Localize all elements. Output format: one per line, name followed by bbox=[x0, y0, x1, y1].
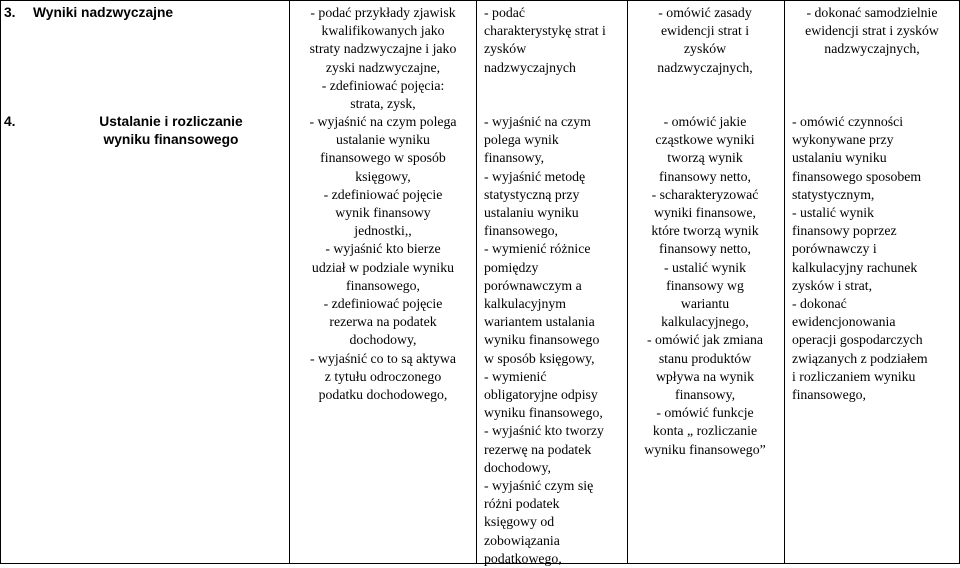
column-topic bbox=[0, 0, 289, 564]
extended-knowledge-text: - wyjaśnić na czym polega wynik finansowy, - wyjaśnić metodę statystyczną przy ustalaniu wyniku finansowego, - wymienić różnice pomiędzy porównawczym a kalkulacyjnym wariantem ustalania wyniku finansowego w sposób księgowy, - wymienić obligatoryjne odpisy wyniku finansowego, - wyjaśnić kto tworzy rezerwę na podatek dochodowy, - wyjaśnić czym się różni podatek księgowy od zobowiązania podatkowego, bbox=[484, 114, 604, 566]
extended-skills-text: - omówić czynności wykonywane przy ustalaniu wyniku finansowego sposobem statystycznym, - ustalić wynik finansowy poprzez porównawczy i kalkulacyjny rachunek zysków i strat, - dokonać ewidencjonowania operacji gospodarczych związanych z podziałem i rozliczaniem wyniku finansowego, bbox=[792, 114, 928, 403]
basic-knowledge-text: - wyjaśnić na czym polega ustalanie wyniku finansowego w sposób księgowy, - zdefiniować pojęcie wynik finansowy jednostki,, - wyjaśnić kto bierze udział w podziale wyniku finansowego, - zdefiniować pojęcie rezerwa na podatek dochodowy, - wyjaśnić co to są aktywa z tytułu odroczonego podatku dochodowego, bbox=[309, 114, 457, 403]
basic-skills-text: - omówić zasady ewidencji strat i zysków nadzwyczajnych, bbox=[657, 5, 753, 75]
row-number: 3. bbox=[4, 5, 16, 20]
extended-knowledge-text: - podać charakterystykę strat i zysków nadzwyczajnych bbox=[484, 5, 606, 75]
row-topic: Wyniki nadzwyczajne bbox=[33, 5, 174, 20]
basic-skills-text: - omówić jakie cząstkowe wyniki tworzą wynik finansowy netto, - scharakteryzować wyniki finansowe, które tworzą wynik finansowy netto, - ustalić wynik finansowy wg wariantu kalkulacyjnego, - omówić jak zmiana stanu produktów wpływa na wynik finansowy, - omówić funkcje konta „ rozliczanie wyniku finansowego” bbox=[644, 114, 766, 457]
row-number: 4. bbox=[4, 114, 16, 129]
row-topic: Ustalanie i rozliczanie wyniku finansowego bbox=[99, 114, 243, 148]
basic-knowledge-text: - podać przykłady zjawisk kwalifikowanych jako straty nadzwyczajne i jako zyski nadzwyczajne, - zdefiniować pojęcia: strata, zysk, bbox=[309, 5, 457, 112]
extended-skills-text: - dokonać samodzielnie ewidencji strat i zysków nadzwyczajnych, bbox=[805, 5, 939, 57]
